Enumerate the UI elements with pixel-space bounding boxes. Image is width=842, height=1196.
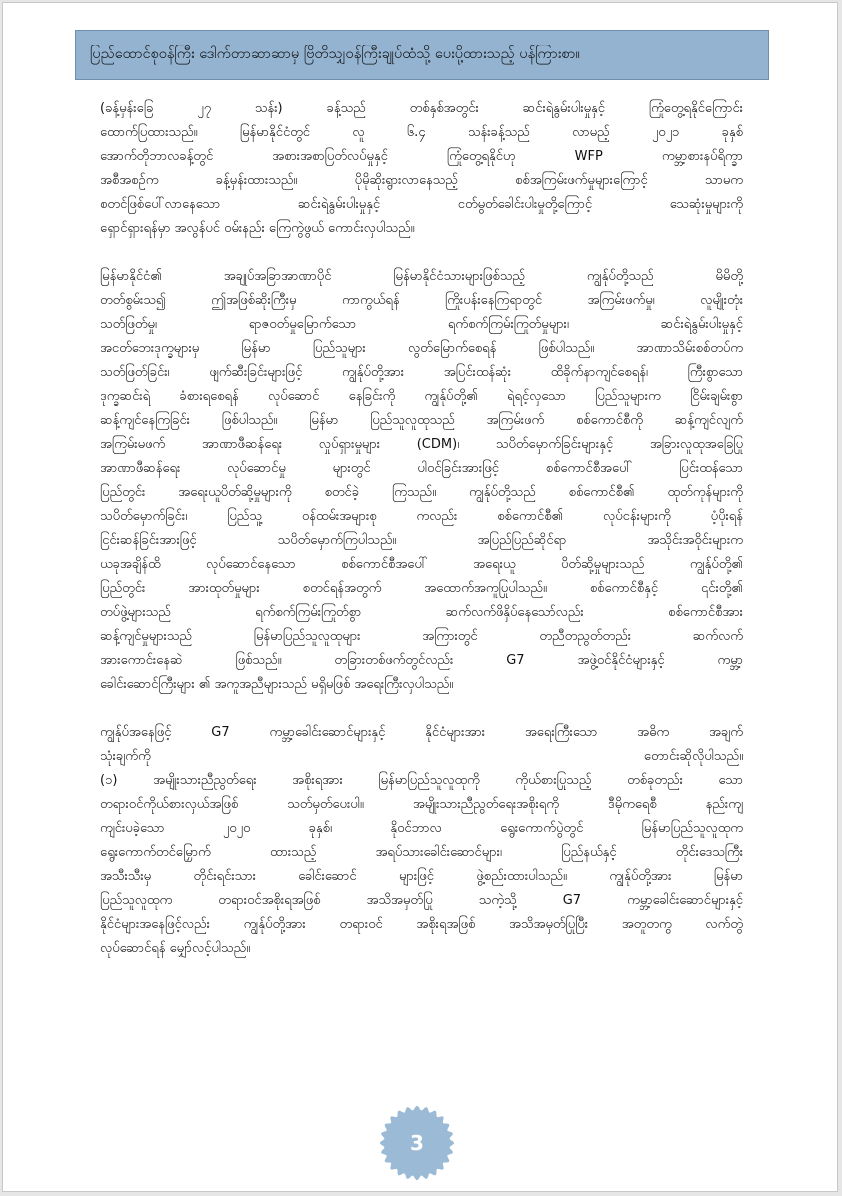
body-text-line: ငြင်းဆန်ခြင်းအားဖြင့် သပိတ်မှောက်ကြပါသည်။ အပြည်ပြည်ဆိုင်ရာ အသိုင်းအဝိုင်းများက: [100, 533, 743, 548]
page-number-badge: [379, 1105, 455, 1181]
body-text-line: ပြည်တွင်း အရေးယူပိတ်ဆို့မှုများကို စတင်ခဲ့ ကြသည်။ ကျွန်ုပ်တို့သည် စစ်ကောင်စီ၏ ထုတ်ကုန်များကို: [100, 485, 743, 500]
body-text-line: မြန်မာနိုင်ငံ၏ အချုပ်အခြာအာဏာပိုင် မြန်မာနိုင်ငံသားများဖြစ်သည့် ကျွန်ုပ်တို့သည် မိမိတို့: [100, 269, 743, 284]
body-text-line: တရားဝင်ကိုယ်စားလှယ်အဖြစ် သတ်မှတ်ပေးပါ။ အမျိုးသားညီညွတ်ရေးအစိုးရကို ဒီမိုကရေစီ နည်းကျ: [100, 797, 743, 812]
body-text-line: ဒုက္ခဆင်းရဲ ခံစားရစေရန် လုပ်ဆောင် နေခြင်းကို ကျွန်ုပ်တို့၏ ရဲရင့်လှသော ပြည်သူများက ငြိမ်းချမ်းစွာ: [100, 389, 743, 404]
body-text-line: နိုင်ငံများအနေဖြင့်လည်း ကျွန်ုပ်တို့အား တရားဝင် အစိုးရအဖြစ် အသိအမှတ်ပြုပြီး အတူတကွ လက်တွဲ: [100, 917, 743, 932]
body-text-line: အသီးသီးမှ တိုင်းရင်းသား ခေါင်းဆောင် များဖြင့် ဖွဲ့စည်းထားပါသည်။ ကျွန်ုပ်တို့အား မြန်မာ: [100, 869, 743, 884]
body-text-line: အားကောင်းနေဆဲ ဖြစ်သည်။ တခြားတစ်ဖက်တွင်လည်း G7 အဖွဲ့ဝင်နိုင်ငံများနှင့် ကမ္ဘာ့: [100, 653, 743, 668]
body-text-line: ယခုအချိန်ထိ လုပ်ဆောင်နေသော စစ်ကောင်စီအပေါ် အရေးယူ ပိတ်ဆို့မှုများသည် ကျွန်ုပ်တို့၏: [100, 557, 743, 572]
body-text-line: ကျင်းပခဲ့သော ၂၀၂၀ ခုနှစ်၊ နိုဝင်ဘာလ ရွေးကောက်ပွဲတွင် မြန်မာပြည်သူလူထုက: [100, 821, 743, 836]
body-text-line: (၁) အမျိုးသားညီညွတ်ရေး အစိုးရအား မြန်မာပြည်သူလူထုကို ကိုယ်စားပြုသည့် တစ်ခုတည်း သော: [100, 773, 743, 788]
body-text-line: ခေါင်းဆောင်ကြီးများ ၏ အကူအညီများသည် မရှိမဖြစ် အရေးကြီးလှပါသည်။: [100, 677, 454, 692]
body-text-line: ရွေးကောက်တင်မြှောက် ထားသည့် အရပ်သားခေါင်းဆောင်များ၊ ပြည်နယ်နှင့် တိုင်းဒေသကြီး: [100, 845, 743, 860]
body-text-line: တပ်ဖွဲ့များသည် ရက်စက်ကြမ်းကြုတ်စွာ ဆက်လက်ဖိနှိပ်နေသော်လည်း စစ်ကောင်စီအား: [100, 605, 743, 620]
document-page: [2, 2, 838, 1192]
body-text-line: အာဏာဖီဆန်ရေး လုပ်ဆောင်မှု များတွင် ပါဝင်ခြင်းအားဖြင့် စစ်ကောင်စီအပေါ် ပြင်းထန်သော: [100, 461, 743, 476]
body-text-line: သတ်ဖြတ်ခြင်း၊ ဖျက်ဆီးခြင်းများဖြင့် ကျွန်ုပ်တို့အား အပြင်းထန်ဆုံး ထိခိုက်နာကျင်စေရန်၊ ကြီးစွာသော: [100, 365, 743, 380]
body-text-line: ကျွန်ုပ်အနေဖြင့် G7 ကမ္ဘာ့ခေါင်းဆောင်များနှင့် နိုင်ငံများအား အရေးကြီးသော အဓိက အချက်: [100, 725, 743, 740]
body-text-line: ဆန့်ကျင်မှုများသည် မြန်မာပြည်သူလူထုများ အကြားတွင် တညီတညွတ်တည်း ဆက်လက်: [100, 629, 743, 644]
page-title: ပြည်ထောင်စုဝန်ကြီး ဒေါက်တာဆာဆာမှ ဗြိတိသျှဝန်ကြီးချုပ်ထံသို့ ပေးပို့ထားသည့် ပန်ကြားစာ။: [90, 45, 580, 62]
header-box: [75, 30, 769, 80]
body-text-line: ဆန့်ကျင်နေကြခြင်း ဖြစ်ပါသည်။ မြန်မာ ပြည်သူလူထုသည် အကြမ်းဖက် စစ်ကောင်စီကို ဆန့်ကျင်လျက်: [100, 413, 743, 428]
body-text-line: လုပ်ဆောင်ရန် မျှော်လင့်ပါသည်။: [100, 941, 251, 956]
body-text-line: စတင်ဖြစ်ပေါ်လာနေသော ဆင်းရဲနွမ်းပါးမှုနှင့် ငတ်မွတ်ခေါင်းပါးမှုတို့ကြောင့် သေဆုံးမှုများကို: [100, 197, 743, 212]
page-number: 3: [410, 1131, 424, 1155]
body-text-line: ရှောင်ရှားရန်မှာ အလွန်ပင် ဝမ်းနည်း ကြေကွဲဖွယ် ကောင်းလှပါသည်။: [100, 221, 415, 236]
body-text-line: သပိတ်မှောက်ခြင်း၊ ပြည်သူ့ ဝန်ထမ်းအများစု ကလည်း စစ်ကောင်စီ၏ လုပ်ငန်းများကို ပံ့ပိုးရန်: [100, 509, 743, 524]
document-body: [100, 97, 743, 961]
body-text-line: အငတ်ဘေးဒုက္ခများမှ မြန်မာ ပြည်သူများ လွတ်မြောက်စေရန် ဖြစ်ပါသည်။ အာဏာသိမ်းစစ်တပ်က: [100, 341, 743, 356]
body-text-line: သုံးချက်ကို တောင်းဆိုလိုပါသည်။: [100, 749, 743, 764]
body-text-line: ပြည်သူလူထုက တရားဝင်အစိုးရအဖြစ် အသိအမှတ်ပြု သကဲ့သို့ G7 ကမ္ဘာ့ခေါင်းဆောင်များနှင့်: [100, 893, 743, 908]
paragraph-gap: [100, 697, 743, 721]
body-text-line: အစီအစဉ်က ခန့်မှန်းထားသည်။ ပိုမိုဆိုးရွားလာနေသည့် စစ်အကြမ်းဖက်မှုများကြောင့် သာမက: [100, 173, 743, 188]
body-text-line: သတ်ဖြတ်မှု၊ ရာဇဝတ်မှုမြောက်သော ရက်စက်ကြမ်းကြုတ်မှုများ၊ ဆင်းရဲနွမ်းပါးမှုနှင့်: [100, 317, 743, 332]
body-text-line: ထောက်ပြထားသည်။ မြန်မာနိုင်ငံတွင် လူ ၆.၄ သန်းခန့်သည် လာမည့် ၂၀၂၁ ခုနှစ်: [100, 125, 743, 140]
body-text-line: တတ်စွမ်းသ၍ ဤအဖြစ်ဆိုးကြီးမှ ကာကွယ်ရန် ကြိုးပန်းနေကြရာတွင် အကြမ်းဖက်မှု၊ လူမျိုးတုံး: [100, 293, 743, 308]
body-text-line: (ခန့်မှန်းခြေ ၂၇ သန်း) ခန့်သည် တစ်နှစ်အတွင်း ဆင်းရဲနွမ်းပါးမှုနှင့် ကြုံတွေ့ရနိုင်ကြောင်း: [100, 101, 743, 116]
body-text-line: ပြည်တွင်း အားထုတ်မှုများ စတင်ရန်အတွက် အထောက်အကူပြုပါသည်။ စစ်ကောင်စီနှင့် ၎င်းတို့၏: [100, 581, 743, 596]
body-text-line: အကြမ်းမဖက် အာဏာဖီဆန်ရေး လှုပ်ရှားမှုများ (CDM)၊ သပိတ်မှောက်ခြင်းများနှင့် အခြားလူထုအခြေပြု: [100, 437, 743, 452]
body-text-line: အောက်တိုဘာလခန့်တွင် အစားအစာပြတ်လပ်မှုနှင့် ကြုံတွေ့ရနိုင်ဟု WFP ကမ္ဘာ့စားနပ်ရိက္ခာ: [100, 149, 743, 164]
paragraph-gap: [100, 241, 743, 265]
